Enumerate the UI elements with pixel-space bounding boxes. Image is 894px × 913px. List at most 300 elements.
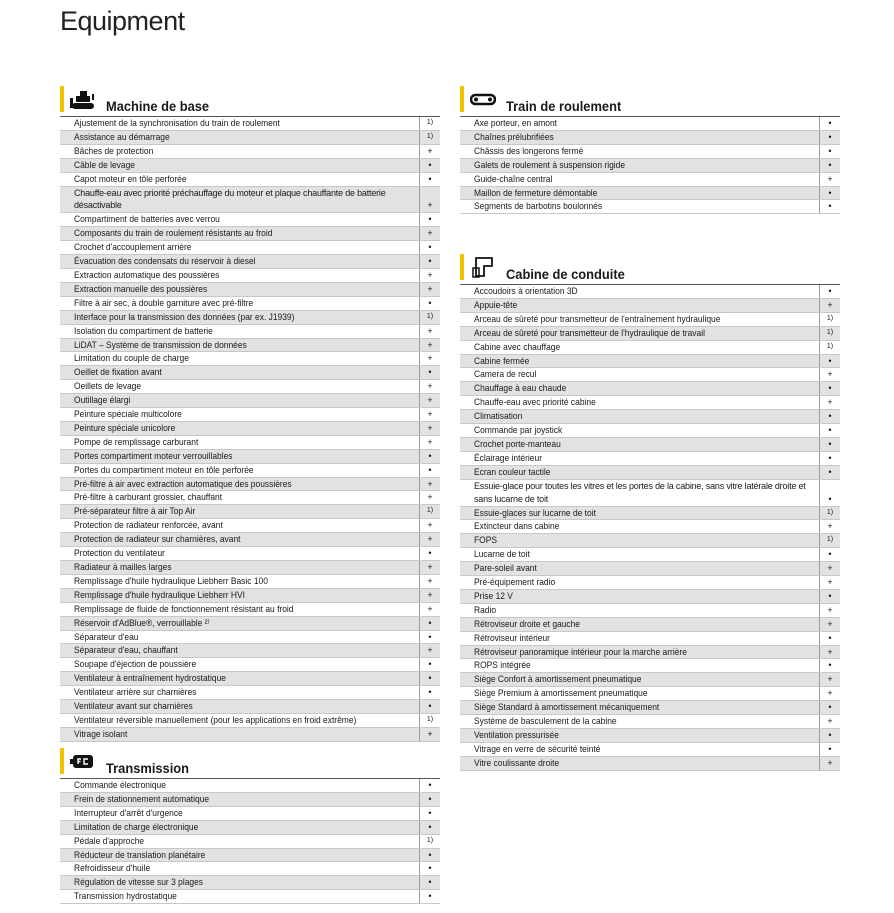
row-label-text: Ventilateur à entraînement hydrostatique <box>74 672 226 684</box>
availability-mark: • <box>419 255 440 268</box>
section-machine-de-base <box>60 86 440 742</box>
table-row <box>60 255 440 269</box>
section-header <box>60 748 440 778</box>
row-label <box>60 422 419 435</box>
table-row <box>460 562 840 576</box>
row-label-text: Segments de barbotins boulonnés <box>474 200 603 212</box>
row-label <box>460 466 819 479</box>
accent-bar <box>60 748 64 774</box>
availability-mark: + <box>819 715 840 728</box>
table-row <box>60 131 440 145</box>
availability-mark: + <box>419 533 440 546</box>
table-row <box>60 589 440 603</box>
row-label-text: Interrupteur d'arrêt d'urgence <box>74 806 183 818</box>
row-label <box>60 187 419 213</box>
table-row <box>460 729 840 743</box>
table-row <box>460 117 840 131</box>
availability-mark: + <box>419 269 440 282</box>
row-label <box>460 743 819 756</box>
availability-mark: + <box>819 757 840 770</box>
row-label-text: Chauffage à eau chaude <box>474 382 567 394</box>
table-row <box>460 618 840 632</box>
row-label <box>60 436 419 449</box>
availability-mark: + <box>419 283 440 296</box>
availability-mark: 1) <box>419 714 440 727</box>
table-row <box>460 701 840 715</box>
table-row <box>60 835 440 849</box>
row-label-text: Crochet d'accouplement arrière <box>74 241 192 253</box>
availability-mark: • <box>819 659 840 672</box>
table-row <box>60 187 440 214</box>
row-label <box>460 355 819 368</box>
table-row <box>60 821 440 835</box>
availability-mark: • <box>419 821 440 834</box>
row-label-text: ROPS intégrée <box>474 659 531 671</box>
availability-mark: + <box>819 687 840 700</box>
row-label <box>460 424 819 437</box>
row-label-text: Réservoir d'AdBlue®, verrouillable ²⁾ <box>74 616 210 628</box>
availability-mark: + <box>419 603 440 616</box>
availability-mark: 1) <box>419 835 440 848</box>
row-label <box>460 701 819 714</box>
table-row <box>60 700 440 714</box>
row-label <box>460 200 819 213</box>
availability-mark: + <box>419 491 440 504</box>
table-row <box>60 603 440 617</box>
availability-mark: 1) <box>419 117 440 130</box>
row-label <box>460 299 819 312</box>
row-label-text: Régulation de vitesse sur 3 plages <box>74 876 203 888</box>
row-label <box>460 618 819 631</box>
table-row <box>60 849 440 863</box>
row-label <box>60 821 419 834</box>
availability-mark: + <box>419 339 440 352</box>
availability-mark: + <box>419 187 440 213</box>
row-label <box>460 313 819 326</box>
table-row <box>460 382 840 396</box>
table-row <box>460 659 840 673</box>
row-label <box>60 728 419 741</box>
table-row <box>460 715 840 729</box>
row-label-text: Isolation du compartiment de batterie <box>74 324 213 336</box>
availability-mark: • <box>819 729 840 742</box>
row-label <box>460 382 819 395</box>
table-row <box>460 355 840 369</box>
availability-mark: • <box>419 686 440 699</box>
section-header <box>460 254 840 284</box>
row-label-text: Essuie-glace pour toutes les vitres et les portes de la cabine, sans vitre latérale droite et sans lucarne de toit <box>474 480 806 504</box>
table-row <box>60 380 440 394</box>
row-label-text: Siège Standard à amortissement mécaniquement <box>474 701 660 713</box>
row-label <box>60 241 419 254</box>
table-row <box>460 507 840 521</box>
table-row <box>60 505 440 519</box>
table-row <box>60 227 440 241</box>
availability-mark: • <box>819 701 840 714</box>
accent-bar <box>460 254 464 280</box>
row-label-text: Peinture spéciale multicolore <box>74 408 182 420</box>
table-row <box>60 519 440 533</box>
table-row <box>60 241 440 255</box>
availability-mark: + <box>419 436 440 449</box>
row-label-text: LiDAT – Système de transmission de données <box>74 338 247 350</box>
row-label <box>60 779 419 792</box>
availability-mark: • <box>419 159 440 172</box>
availability-mark: • <box>819 466 840 479</box>
table-row <box>460 159 840 173</box>
availability-mark: + <box>419 561 440 574</box>
row-label-text: Accoudoirs à orientation 3D <box>474 285 578 296</box>
availability-mark: + <box>819 646 840 659</box>
section-title: Cabine de conduite <box>506 266 625 282</box>
availability-mark: • <box>819 382 840 395</box>
section-cabine-de-conduite <box>460 254 840 771</box>
row-label <box>60 227 419 240</box>
table-row <box>60 658 440 672</box>
table-row <box>460 576 840 590</box>
table-row <box>460 145 840 159</box>
availability-mark: • <box>419 849 440 862</box>
equipment-table <box>460 116 840 214</box>
table-row <box>60 561 440 575</box>
table-row <box>60 408 440 422</box>
row-label-text: Extraction automatique des poussières <box>74 268 220 280</box>
row-label-text: Limitation de charge électronique <box>74 820 199 832</box>
row-label-text: Pré-séparateur filtre à air Top Air <box>74 505 196 517</box>
row-label <box>460 480 819 506</box>
row-label-text: Cabine fermée <box>474 354 530 366</box>
row-label-text: Remplissage d'huile hydraulique Liebherr HVI <box>74 588 245 600</box>
table-row <box>60 533 440 547</box>
row-label-text: Extincteur dans cabine <box>474 520 560 532</box>
availability-mark: + <box>419 145 440 158</box>
table-row <box>460 396 840 410</box>
row-label <box>60 849 419 862</box>
row-label <box>60 807 419 820</box>
row-label <box>460 507 819 520</box>
availability-mark: 1) <box>419 311 440 324</box>
row-label-text: Rétroviseur droite et gauche <box>474 617 581 629</box>
row-label <box>460 410 819 423</box>
table-row <box>60 269 440 283</box>
row-label <box>460 187 819 200</box>
row-label <box>60 491 419 504</box>
row-label <box>60 394 419 407</box>
table-row <box>60 686 440 700</box>
row-label <box>460 173 819 186</box>
row-label <box>60 876 419 889</box>
table-row <box>60 422 440 436</box>
availability-mark: + <box>819 299 840 312</box>
row-label-text: Rétroviseur panoramique intérieur pour la marche arrière <box>474 645 687 657</box>
track-chain-icon <box>470 88 496 110</box>
row-label <box>460 548 819 561</box>
row-label-text: Extraction manuelle des poussières <box>74 282 208 294</box>
availability-mark: • <box>419 464 440 477</box>
row-label-text: Transmission hydrostatique <box>74 890 177 902</box>
table-row <box>60 159 440 173</box>
accent-bar <box>460 86 464 112</box>
table-row <box>60 283 440 297</box>
availability-mark: + <box>819 368 840 381</box>
row-label-text: Filtre à air sec, à double garniture avec pré-filtre <box>74 296 254 308</box>
table-row <box>460 687 840 701</box>
row-label-text: Ventilateur arrière sur charnières <box>74 686 197 698</box>
row-label <box>60 352 419 365</box>
section-title: Transmission <box>106 760 190 776</box>
row-label <box>60 603 419 616</box>
availability-mark: + <box>419 644 440 657</box>
row-label <box>460 576 819 589</box>
section-train-de-roulement <box>460 86 840 214</box>
row-label-text: Arceau de sûreté pour transmetteur de l'hydraulique de travail <box>474 326 705 338</box>
equipment-table <box>460 284 840 771</box>
row-label-text: Radio <box>474 603 497 615</box>
row-label <box>460 590 819 603</box>
availability-mark: • <box>419 297 440 310</box>
row-label-text: Refroidisseur d'huile <box>74 862 151 874</box>
row-label <box>460 452 819 465</box>
row-label-text: Réducteur de translation planétaire <box>74 848 206 860</box>
row-label <box>460 562 819 575</box>
table-row <box>460 632 840 646</box>
row-label-text: Ventilateur avant sur charnières <box>74 700 193 712</box>
availability-mark: • <box>419 793 440 806</box>
table-row <box>60 394 440 408</box>
row-label-text: Maillon de fermeture démontable <box>474 186 598 198</box>
availability-mark: • <box>819 548 840 561</box>
row-label-text: Interface pour la transmission des données (par ex. J1939) <box>74 310 295 322</box>
row-label-text: Guide-chaîne central <box>474 172 553 184</box>
row-label-text: Siège Premium à amortissement pneumatique <box>474 687 648 699</box>
row-label <box>460 687 819 700</box>
table-row <box>60 352 440 366</box>
availability-mark: • <box>419 173 440 186</box>
availability-mark: 1) <box>819 341 840 354</box>
availability-mark: • <box>419 700 440 713</box>
row-label-text: Ventilateur réversible manuellement (pour les applications en froid extrême) <box>74 713 357 725</box>
row-label-text: Câble de levage <box>74 158 135 170</box>
row-label <box>60 255 419 268</box>
row-label <box>460 327 819 340</box>
availability-mark: • <box>819 480 840 506</box>
row-label <box>60 311 419 324</box>
row-label <box>60 793 419 806</box>
table-row <box>60 450 440 464</box>
row-label <box>60 505 419 518</box>
availability-mark: + <box>819 618 840 631</box>
row-label-text: Pré-filtre à air avec extraction automatique des poussières <box>74 477 292 489</box>
row-label <box>60 269 419 282</box>
section-title: Train de roulement <box>506 98 622 114</box>
table-row <box>460 590 840 604</box>
availability-mark: • <box>819 200 840 213</box>
row-label <box>460 729 819 742</box>
row-label-text: Climatisation <box>474 410 523 422</box>
row-label <box>460 520 819 533</box>
row-label <box>60 686 419 699</box>
row-label <box>460 341 819 354</box>
row-label-text: Soupape d'éjection de poussière <box>74 658 197 670</box>
row-label-text: Galets de roulement à suspension rigide <box>474 158 626 170</box>
section-transmission <box>60 748 440 904</box>
row-label-text: Remplissage d'huile hydraulique Liebherr Basic 100 <box>74 574 268 586</box>
row-label <box>60 131 419 144</box>
row-label-text: Chauffe-eau avec priorité préchauffage du moteur et plaque chauffante de batterie désactivable <box>74 187 386 211</box>
row-label <box>60 575 419 588</box>
availability-mark: • <box>819 632 840 645</box>
availability-mark: • <box>419 890 440 903</box>
transmission-icon <box>70 750 96 772</box>
row-label-text: Vitrage en verre de sécurité teinté <box>474 742 601 754</box>
table-row <box>460 368 840 382</box>
row-label <box>60 173 419 186</box>
availability-mark: • <box>419 672 440 685</box>
availability-mark: • <box>419 631 440 644</box>
availability-mark: + <box>819 673 840 686</box>
row-label-text: Outillage élargi <box>74 394 131 406</box>
availability-mark: + <box>819 562 840 575</box>
row-label <box>60 714 419 727</box>
page-title: Equipment <box>60 6 185 36</box>
row-label <box>460 757 819 770</box>
table-row <box>60 491 440 505</box>
row-label-text: Camera de recul <box>474 368 537 380</box>
availability-mark: • <box>819 159 840 172</box>
table-row <box>60 807 440 821</box>
table-row <box>460 187 840 201</box>
section-header <box>460 86 840 116</box>
availability-mark: + <box>419 478 440 491</box>
row-label <box>60 145 419 158</box>
table-row <box>60 436 440 450</box>
table-row <box>460 341 840 355</box>
table-row <box>60 339 440 353</box>
row-label-text: FOPS <box>474 534 497 546</box>
availability-mark: • <box>819 452 840 465</box>
row-label-text: Compartiment de batteries avec verrou <box>74 213 220 225</box>
row-label <box>60 297 419 310</box>
row-label-text: Ecran couleur tactile <box>474 465 551 477</box>
row-label-text: Ajustement de la synchronisation du train de roulement <box>74 117 280 128</box>
table-row <box>60 297 440 311</box>
row-label-text: Siège Confort à amortissement pneumatique <box>474 673 642 685</box>
availability-mark: + <box>419 422 440 435</box>
row-label <box>60 533 419 546</box>
availability-mark: • <box>819 424 840 437</box>
availability-mark: • <box>819 590 840 603</box>
row-label-text: Système de basculement de la cabine <box>474 715 617 727</box>
table-row <box>460 299 840 313</box>
accent-bar <box>60 86 64 112</box>
availability-mark: + <box>419 589 440 602</box>
availability-mark: • <box>819 355 840 368</box>
table-row <box>460 548 840 562</box>
row-label <box>60 213 419 226</box>
availability-mark: + <box>419 394 440 407</box>
row-label <box>60 478 419 491</box>
row-label-text: Pré-équipement radio <box>474 576 556 588</box>
availability-mark: • <box>419 779 440 792</box>
availability-mark: • <box>819 285 840 298</box>
row-label-text: Ventilation pressurisée <box>474 729 559 740</box>
table-row <box>60 478 440 492</box>
row-label-text: Radiateur à mailles larges <box>74 561 172 572</box>
row-label-text: Portes du compartiment moteur en tôle perforée <box>74 463 254 475</box>
availability-mark: + <box>419 408 440 421</box>
table-row <box>60 173 440 187</box>
row-label <box>60 464 419 477</box>
row-label <box>460 534 819 547</box>
row-label <box>60 408 419 421</box>
row-label <box>60 283 419 296</box>
row-label <box>60 658 419 671</box>
row-label-text: Appuie-tête <box>474 298 518 310</box>
row-label <box>60 339 419 352</box>
row-label <box>60 835 419 848</box>
availability-mark: 1) <box>819 534 840 547</box>
row-label <box>460 159 819 172</box>
availability-mark: • <box>419 862 440 875</box>
availability-mark: • <box>419 213 440 226</box>
row-label <box>460 396 819 409</box>
row-label-text: Limitation du couple de charge <box>74 352 189 364</box>
row-label-text: Portes compartiment moteur verrouillables <box>74 449 233 461</box>
availability-mark: 1) <box>819 507 840 520</box>
table-row <box>460 520 840 534</box>
availability-mark: 1) <box>419 131 440 144</box>
table-row <box>460 327 840 341</box>
row-label-text: Pré-filtre à carburant grossier, chauffant <box>74 491 223 503</box>
row-label <box>460 659 819 672</box>
row-label <box>60 561 419 574</box>
row-label-text: Pare-soleil avant <box>474 562 537 574</box>
row-label <box>60 890 419 903</box>
row-label <box>60 547 419 560</box>
table-row <box>60 644 440 658</box>
availability-mark: + <box>419 575 440 588</box>
availability-mark: + <box>419 325 440 338</box>
availability-mark: + <box>819 604 840 617</box>
availability-mark: • <box>819 117 840 130</box>
row-label-text: Éclairage intérieur <box>474 451 543 463</box>
row-label-text: Capot moteur en tôle perforée <box>74 172 187 184</box>
cab-icon <box>470 256 496 278</box>
row-label <box>60 631 419 644</box>
row-label <box>460 646 819 659</box>
availability-mark: • <box>419 876 440 889</box>
table-row <box>460 604 840 618</box>
table-row <box>460 673 840 687</box>
table-row <box>60 672 440 686</box>
availability-mark: + <box>819 173 840 186</box>
table-row <box>60 617 440 631</box>
table-row <box>460 438 840 452</box>
row-label-text: Pompe de remplissage carburant <box>74 435 199 447</box>
section-title: Machine de base <box>106 98 210 114</box>
table-row <box>60 728 440 742</box>
row-label <box>60 117 419 130</box>
row-label-text: Remplissage de fluide de fonctionnement résistant au froid <box>74 602 294 614</box>
table-row <box>60 366 440 380</box>
table-row <box>60 464 440 478</box>
row-label-text: Bâches de protection <box>74 144 154 156</box>
row-label-text: Composants du train de roulement résistants au froid <box>74 227 273 239</box>
availability-mark: 1) <box>819 313 840 326</box>
table-row <box>460 757 840 771</box>
row-label <box>60 159 419 172</box>
row-label-text: Pédale d'approche <box>74 834 145 846</box>
